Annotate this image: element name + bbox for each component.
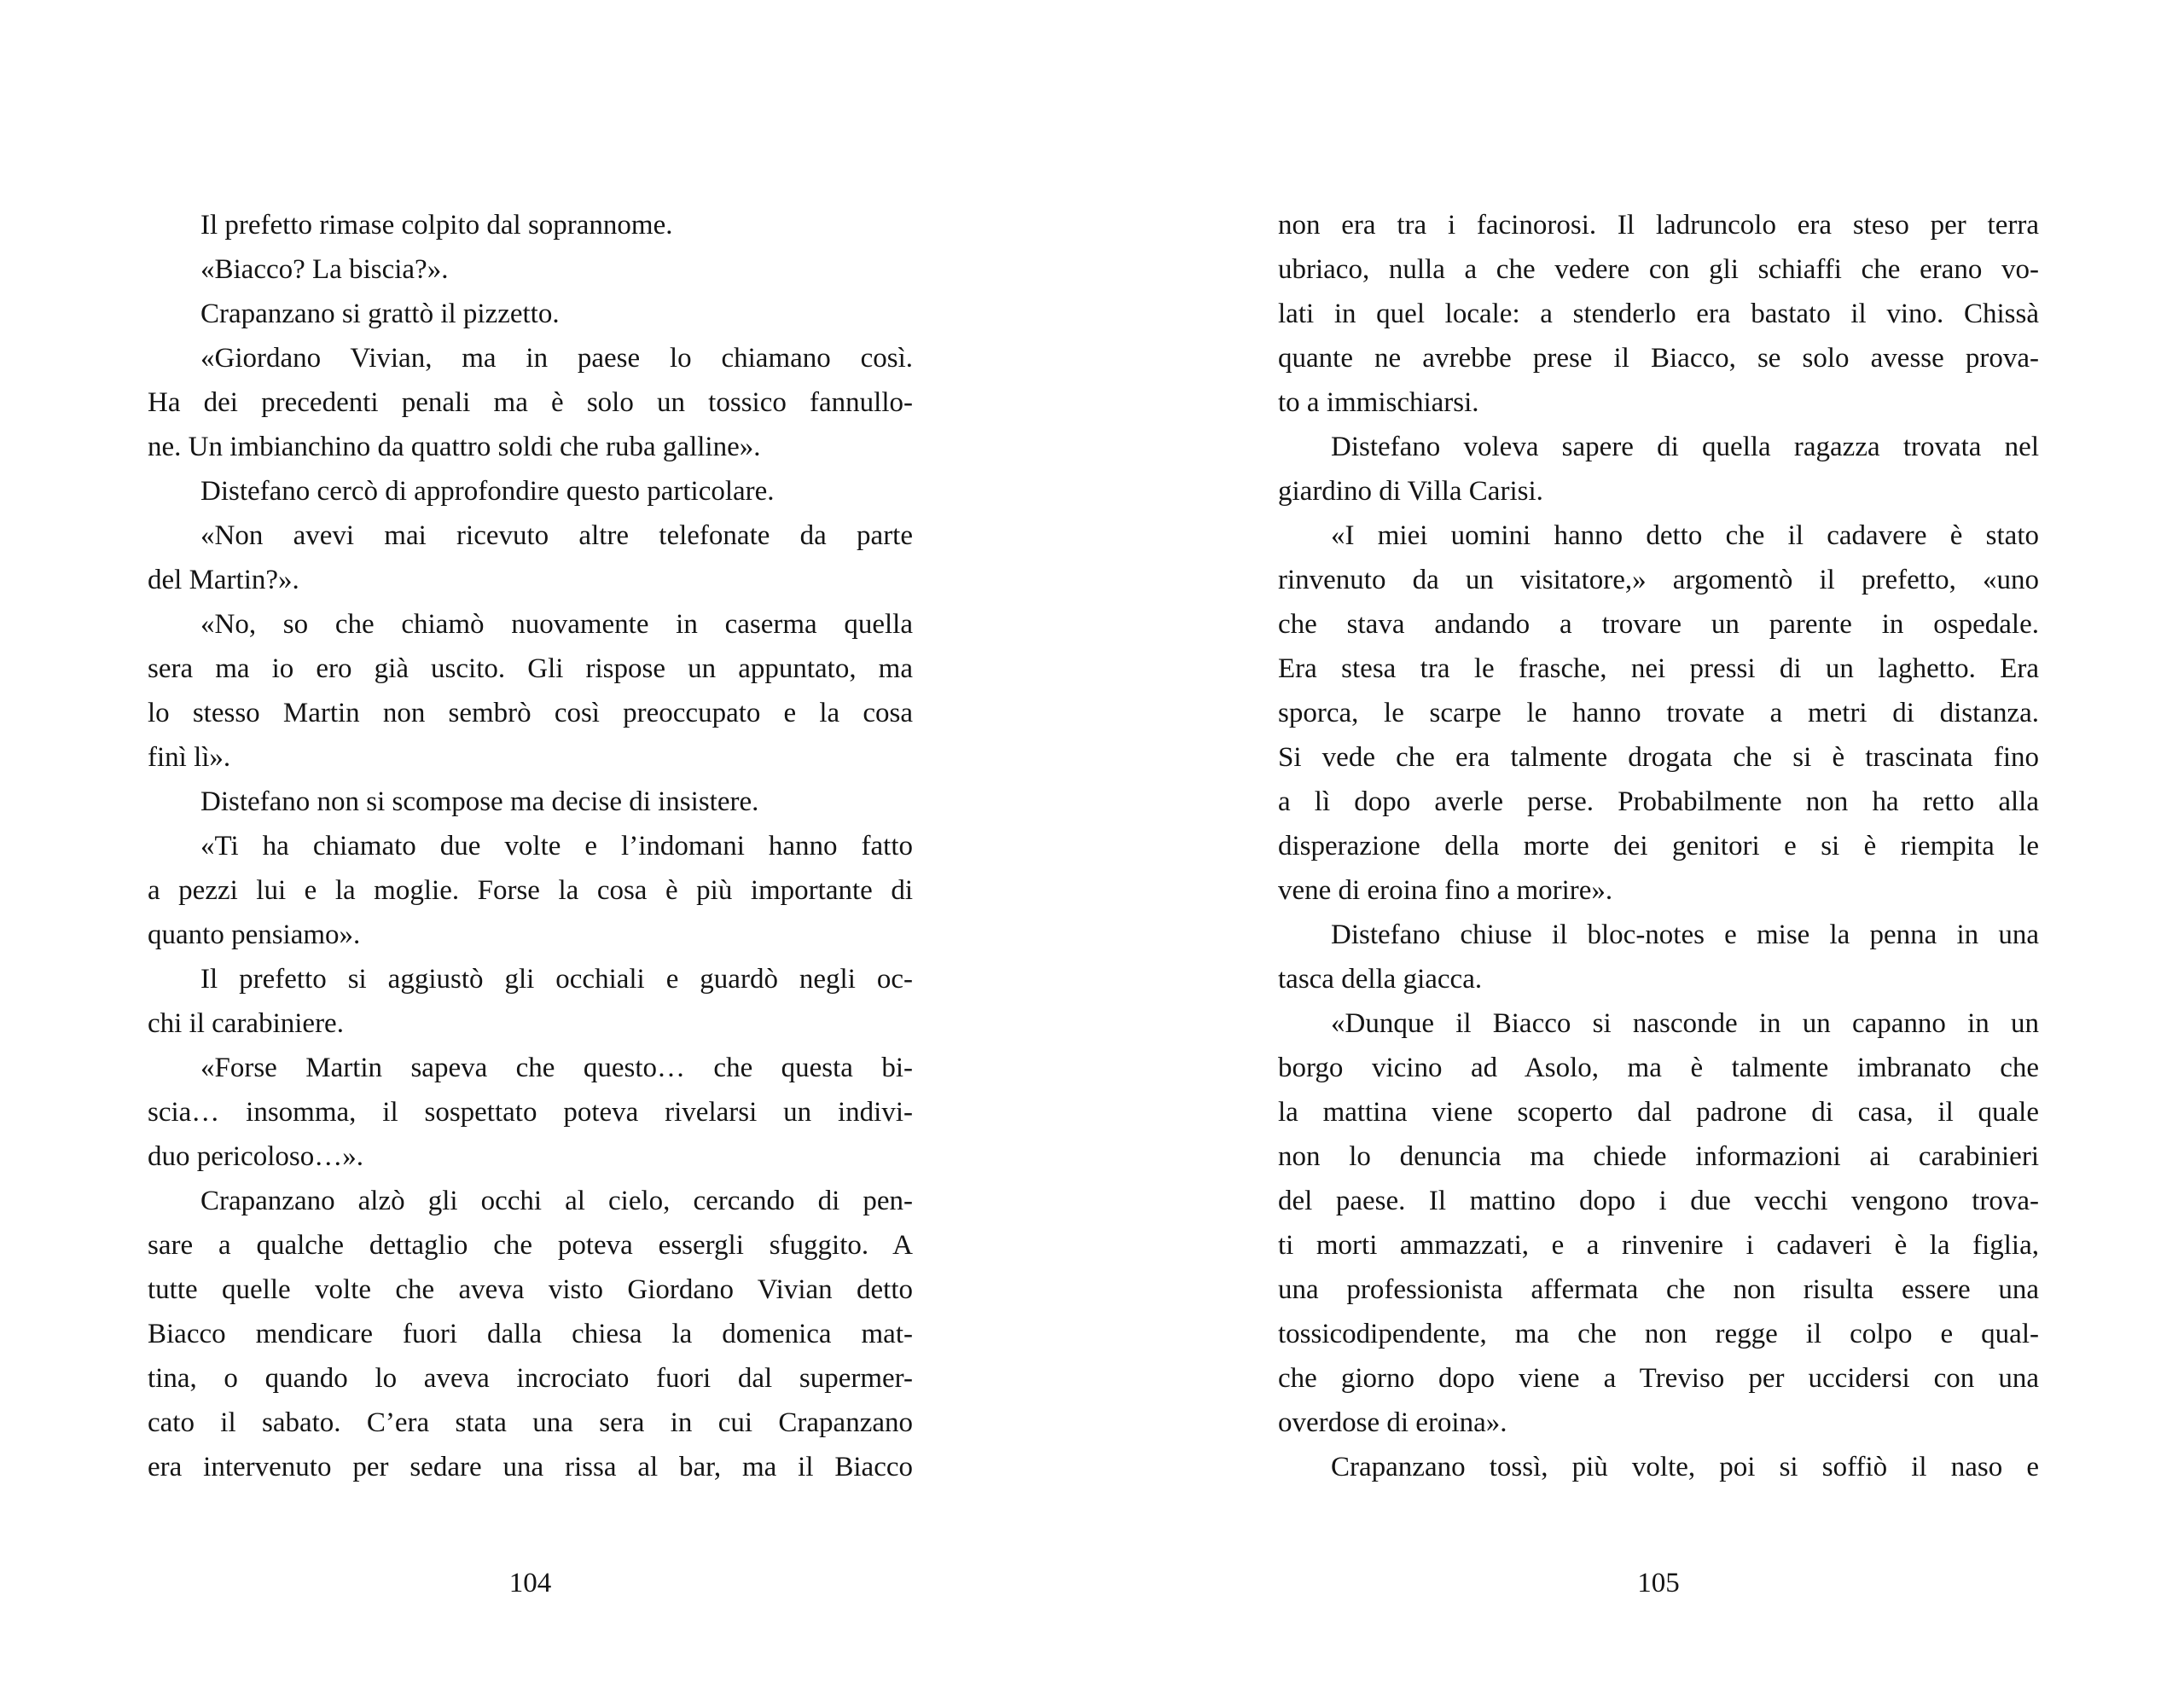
text-line: che giorno dopo viene a Treviso per uccidersi con una bbox=[1278, 1363, 2039, 1394]
text-line: «I miei uomini hanno detto che il cadavere è stato bbox=[1331, 520, 2039, 551]
text-line: finì lì». bbox=[148, 742, 231, 773]
text-line: Distefano chiuse il bloc-notes e mise la penna in una bbox=[1331, 920, 2039, 950]
text-line: «Giordano Vivian, ma in paese lo chiamano così. bbox=[200, 343, 913, 374]
text-line: tutte quelle volte che aveva visto Giordano Vivian detto bbox=[148, 1274, 913, 1305]
text-line: «Non avevi mai ricevuto altre telefonate da parte bbox=[200, 520, 913, 551]
text-line: Crapanzano si grattò il pizzetto. bbox=[200, 299, 560, 329]
text-line: Ha dei precedenti penali ma è solo un tossico fannullo- bbox=[148, 387, 913, 418]
text-line: era intervenuto per sedare una rissa al bar, ma il Biacco bbox=[148, 1452, 913, 1482]
text-line: che stava andando a trovare un parente in ospedale. bbox=[1278, 609, 2039, 640]
text-line: rinvenuto da un visitatore,» argomentò il prefetto, «uno bbox=[1278, 565, 2039, 595]
text-line: del paese. Il mattino dopo i due vecchi vengono trova- bbox=[1278, 1186, 2039, 1216]
text-line: Era stesa tra le frasche, nei pressi di un laghetto. Era bbox=[1278, 653, 2039, 684]
text-line: del Martin?». bbox=[148, 565, 299, 595]
text-line: borgo vicino ad Asolo, ma è talmente imbranato che bbox=[1278, 1053, 2039, 1083]
text-line: «No, so che chiamò nuovamente in caserma quella bbox=[200, 609, 913, 640]
text-line: una professionista affermata che non risulta essere una bbox=[1278, 1274, 2039, 1305]
text-line: non lo denuncia ma chiede informazioni ai carabinieri bbox=[1278, 1141, 2039, 1172]
text-line: ne. Un imbianchino da quattro soldi che ruba galline». bbox=[148, 432, 761, 462]
text-line: sare a qualche dettaglio che poteva essergli sfuggito. A bbox=[148, 1230, 913, 1261]
text-line: Biacco mendicare fuori dalla chiesa la domenica mat- bbox=[148, 1319, 913, 1349]
text-line: sera ma io ero già uscito. Gli rispose un appuntato, ma bbox=[148, 653, 913, 684]
text-line: non era tra i facinorosi. Il ladruncolo era steso per terra bbox=[1278, 210, 2039, 241]
book-page-left-text bbox=[148, 203, 913, 1489]
text-line: quanto pensiamo». bbox=[148, 920, 361, 950]
text-line: disperazione della morte dei genitori e si è riempita le bbox=[1278, 831, 2039, 862]
text-line: sporca, le scarpe le hanno trovate a metri di distanza. bbox=[1278, 698, 2039, 728]
text-line: vene di eroina fino a morire». bbox=[1278, 875, 1613, 906]
text-line: «Dunque il Biacco si nasconde in un capanno in un bbox=[1331, 1008, 2039, 1039]
text-line: ti morti ammazzati, e a rinvenire i cadaveri è la figlia, bbox=[1278, 1230, 2039, 1261]
text-line: Crapanzano alzò gli occhi al cielo, cercando di pen- bbox=[200, 1186, 913, 1216]
text-line: a pezzi lui e la moglie. Forse la cosa è più importante di bbox=[148, 875, 913, 906]
text-line: tina, o quando lo aveva incrociato fuori dal supermer- bbox=[148, 1363, 913, 1394]
text-line: duo pericoloso…». bbox=[148, 1141, 363, 1172]
text-line: scia… insomma, il sospettato poteva rivelarsi un indivi- bbox=[148, 1097, 913, 1128]
text-line: Distefano voleva sapere di quella ragazza trovata nel bbox=[1331, 432, 2039, 462]
text-line: tossicodipendente, ma che non regge il colpo e qual- bbox=[1278, 1319, 2039, 1349]
text-line: to a immischiarsi. bbox=[1278, 387, 1479, 418]
page-number-left: 104 bbox=[508, 1568, 552, 1598]
text-line: ubriaco, nulla a che vedere con gli schiaffi che erano vo- bbox=[1278, 254, 2039, 285]
page-number-right: 105 bbox=[1637, 1568, 1680, 1598]
text-line: tasca della giacca. bbox=[1278, 964, 1483, 995]
text-line: «Forse Martin sapeva che questo… che questa bi- bbox=[200, 1053, 913, 1083]
text-line: «Ti ha chiamato due volte e l’indomani hanno fatto bbox=[200, 831, 913, 862]
text-line: giardino di Villa Carisi. bbox=[1278, 476, 1543, 507]
text-line: overdose di eroina». bbox=[1278, 1407, 1507, 1438]
text-line: Il prefetto si aggiustò gli occhiali e guardò negli oc- bbox=[200, 964, 913, 995]
book-page-right-text bbox=[1278, 203, 2039, 1489]
text-line: Distefano cercò di approfondire questo particolare. bbox=[200, 476, 775, 507]
text-line: lati in quel locale: a stenderlo era bastato il vino. Chissà bbox=[1278, 299, 2039, 329]
text-line: Il prefetto rimase colpito dal soprannome. bbox=[200, 210, 673, 241]
text-line: Distefano non si scompose ma decise di insistere. bbox=[200, 786, 759, 817]
text-line: chi il carabiniere. bbox=[148, 1008, 344, 1039]
text-line: cato il sabato. C’era stata una sera in cui Crapanzano bbox=[148, 1407, 913, 1438]
text-line: a lì dopo averle perse. Probabilmente non ha retto alla bbox=[1278, 786, 2039, 817]
text-line: «Biacco? La biscia?». bbox=[200, 254, 449, 285]
text-line: Crapanzano tossì, più volte, poi si soffiò il naso e bbox=[1331, 1452, 2039, 1482]
text-line: la mattina viene scoperto dal padrone di casa, il quale bbox=[1278, 1097, 2039, 1128]
text-line: lo stesso Martin non sembrò così preoccupato e la cosa bbox=[148, 698, 913, 728]
text-line: Si vede che era talmente drogata che si è trascinata fino bbox=[1278, 742, 2039, 773]
text-line: quante ne avrebbe prese il Biacco, se solo avesse prova- bbox=[1278, 343, 2039, 374]
